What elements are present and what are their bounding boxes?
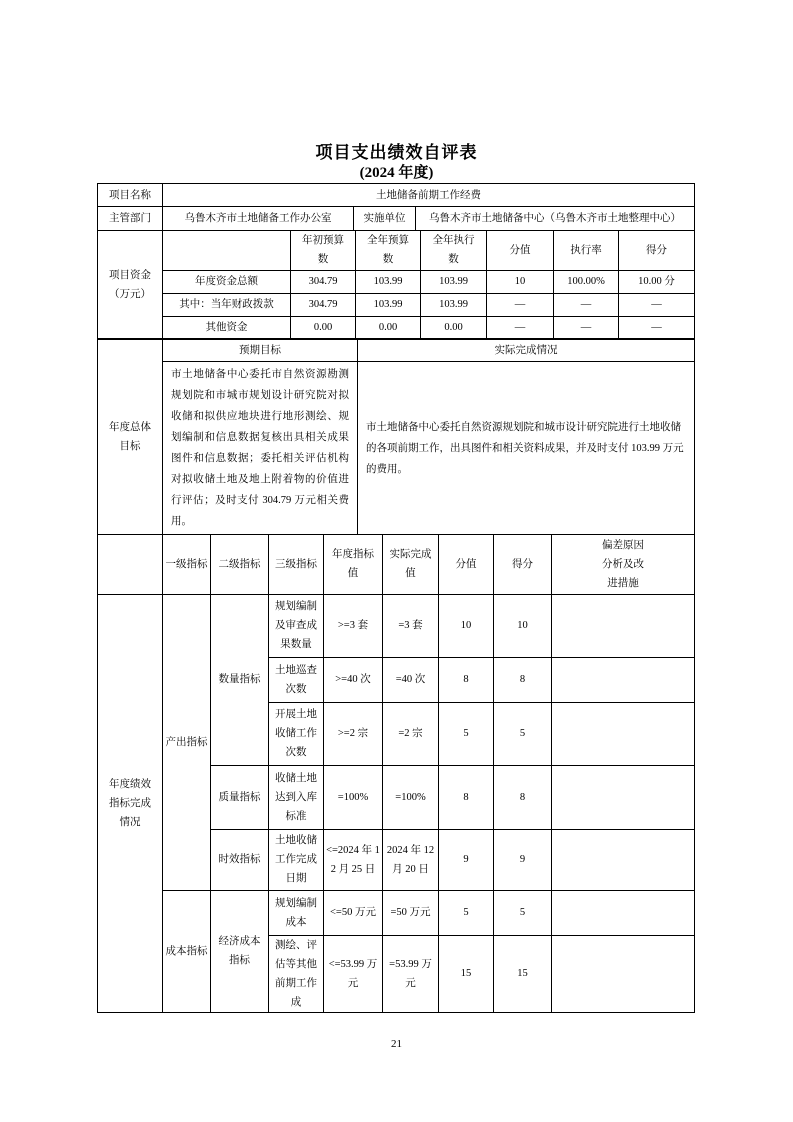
dept-label-cell: 主管部门 bbox=[98, 207, 163, 231]
level3-text: 开展土地收储工作次数 bbox=[275, 709, 317, 758]
level3-cell bbox=[269, 657, 324, 702]
funds-header-cell bbox=[421, 230, 487, 270]
target-value-cell: =100% bbox=[324, 765, 383, 829]
target-value-cell: >=3 套 bbox=[324, 594, 383, 657]
funds-label-cell bbox=[98, 230, 163, 339]
level1-cell: 产出指标 bbox=[163, 594, 211, 890]
funds-value-cell: 100.00% bbox=[554, 270, 619, 293]
funds-header-cell: 执行率 bbox=[554, 230, 619, 270]
score-got-cell: 8 bbox=[494, 657, 552, 702]
indicator-header-cell: 一级指标 bbox=[163, 534, 211, 594]
funds-value-cell: 10 bbox=[487, 270, 554, 293]
level2-cell: 质量指标 bbox=[211, 765, 269, 829]
score-got-cell: 8 bbox=[494, 765, 552, 829]
goal-label-cell bbox=[98, 339, 163, 535]
expected-header-cell: 预期目标 bbox=[163, 339, 358, 362]
level2-text: 经济成本指标 bbox=[218, 936, 261, 966]
actual-value-cell: 2024 年 12 月 20 日 bbox=[383, 829, 439, 890]
actual-header-cell: 实际完成情况 bbox=[358, 339, 695, 362]
level2-cell: 数量指标 bbox=[211, 594, 269, 765]
deviation-cell bbox=[552, 594, 695, 657]
deviation-cell bbox=[552, 890, 695, 935]
funds-value-cell: 304.79 bbox=[291, 293, 356, 316]
score-cell: 9 bbox=[439, 829, 494, 890]
score-got-cell: 10 bbox=[494, 594, 552, 657]
level3-text: 土地收储工作完成日期 bbox=[275, 835, 317, 884]
indicator-header-cell: 得分 bbox=[494, 534, 552, 594]
score-cell: 10 bbox=[439, 594, 494, 657]
level3-text: 规划编制成本 bbox=[275, 897, 317, 928]
funds-value-cell: 10.00 分 bbox=[619, 270, 695, 293]
level3-cell bbox=[269, 765, 324, 829]
level3-cell bbox=[269, 594, 324, 657]
funds-row-label-cell: 其他资金 bbox=[163, 316, 291, 339]
level3-cell bbox=[269, 890, 324, 935]
funds-value-cell: 103.99 bbox=[421, 293, 487, 316]
level3-text: 测绘、评估等其他前期工作成 bbox=[275, 939, 317, 1008]
indicator-header-cell bbox=[552, 534, 695, 594]
level1-cell: 成本指标 bbox=[163, 890, 211, 1012]
funds-label: 项目资金（万元） bbox=[109, 269, 151, 300]
actual-value-cell: =40 次 bbox=[383, 657, 439, 702]
funds-value-cell: — bbox=[619, 293, 695, 316]
funds-header-cell: 分值 bbox=[487, 230, 554, 270]
indicator-header-cell: 二级指标 bbox=[211, 534, 269, 594]
document-title: 项目支出绩效自评表 bbox=[315, 143, 478, 162]
actual-value-cell: =53.99 万元 bbox=[383, 935, 439, 1012]
funds-header-year-executed: 全年执行数 bbox=[432, 235, 475, 265]
indicators-table bbox=[97, 534, 695, 1013]
funds-value-cell: — bbox=[487, 316, 554, 339]
funds-row-label-cell: 年度资金总额 bbox=[163, 270, 291, 293]
level2-cell: 时效指标 bbox=[211, 829, 269, 890]
project-name-cell: 土地储备前期工作经费 bbox=[163, 184, 695, 207]
funds-value-cell: 103.99 bbox=[356, 293, 421, 316]
level3-cell bbox=[269, 702, 324, 765]
deviation-cell bbox=[552, 829, 695, 890]
document-subtitle: (2024 年度) bbox=[359, 165, 434, 181]
score-got-cell: 15 bbox=[494, 935, 552, 1012]
funds-header-year-budget: 全年预算数 bbox=[367, 235, 409, 265]
score-cell: 8 bbox=[439, 657, 494, 702]
impl-label-cell: 实施单位 bbox=[354, 207, 416, 231]
score-cell: 15 bbox=[439, 935, 494, 1012]
empty-cell bbox=[163, 230, 291, 270]
actual-text-cell: 市土地储备中心委托自然资源规划院和城市设计研究院进行土地收储的各项前期工作，出具图件和相关资料成果，并及时支付 103.99 万元的费用。 bbox=[358, 362, 695, 535]
level3-text: 收储土地达到入库标准 bbox=[275, 772, 317, 822]
funds-value-cell: — bbox=[554, 293, 619, 316]
funds-value-cell: — bbox=[554, 316, 619, 339]
funds-value-cell: 0.00 bbox=[356, 316, 421, 339]
indicator-header-cell bbox=[383, 534, 439, 594]
target-value-cell: >=40 次 bbox=[324, 657, 383, 702]
basic-info-table bbox=[97, 183, 695, 231]
indicator-header-deviation: 偏差原因分析及改进措施 bbox=[602, 539, 644, 589]
deviation-cell bbox=[552, 702, 695, 765]
dept-cell: 乌鲁木齐市土地储备工作办公室 bbox=[163, 207, 354, 231]
funds-header-cell bbox=[291, 230, 356, 270]
funds-header-initial-budget: 年初预算数 bbox=[302, 235, 344, 265]
funds-value-cell: 103.99 bbox=[356, 270, 421, 293]
empty-cell bbox=[98, 534, 163, 594]
funds-value-cell: 0.00 bbox=[291, 316, 356, 339]
impl-cell: 乌鲁木齐市土地储备中心（乌鲁木齐市土地整理中心） bbox=[416, 207, 695, 231]
score-got-cell: 5 bbox=[494, 702, 552, 765]
funds-header-cell: 得分 bbox=[619, 230, 695, 270]
indicators-label: 年度绩效指标完成情况 bbox=[109, 778, 151, 828]
indicators-label-cell bbox=[98, 594, 163, 1012]
score-got-cell: 5 bbox=[494, 890, 552, 935]
indicator-header-cell: 三级指标 bbox=[269, 534, 324, 594]
score-cell: 5 bbox=[439, 702, 494, 765]
project-name-label-cell: 项目名称 bbox=[98, 184, 163, 207]
funds-row-label-cell: 其中：当年财政拨款 bbox=[163, 293, 291, 316]
self-evaluation-table bbox=[97, 183, 694, 1013]
level3-text: 土地巡查次数 bbox=[275, 664, 317, 695]
indicator-header-cell bbox=[324, 534, 383, 594]
actual-value-cell: =3 套 bbox=[383, 594, 439, 657]
funds-value-cell: — bbox=[619, 316, 695, 339]
funds-table bbox=[97, 230, 695, 340]
score-cell: 5 bbox=[439, 890, 494, 935]
actual-value-cell: =50 万元 bbox=[383, 890, 439, 935]
target-value-cell: >=2 宗 bbox=[324, 702, 383, 765]
score-got-cell: 9 bbox=[494, 829, 552, 890]
actual-value-cell: =2 宗 bbox=[383, 702, 439, 765]
actual-value-cell: =100% bbox=[383, 765, 439, 829]
indicator-header-target: 年度指标值 bbox=[332, 549, 374, 579]
indicator-header-cell: 分值 bbox=[439, 534, 494, 594]
level3-cell bbox=[269, 829, 324, 890]
target-value-cell: <=53.99 万元 bbox=[324, 935, 383, 1012]
funds-header-cell bbox=[356, 230, 421, 270]
funds-value-cell: 0.00 bbox=[421, 316, 487, 339]
funds-value-cell: 103.99 bbox=[421, 270, 487, 293]
goal-label: 年度总体目标 bbox=[109, 421, 151, 452]
deviation-cell bbox=[552, 935, 695, 1012]
page-number: 21 bbox=[391, 1038, 402, 1050]
funds-value-cell: 304.79 bbox=[291, 270, 356, 293]
indicator-header-actual: 实际完成值 bbox=[389, 549, 432, 579]
level3-cell bbox=[269, 935, 324, 1012]
level3-text: 规划编制及审查成果数量 bbox=[275, 601, 317, 650]
level2-cell bbox=[211, 890, 269, 1012]
target-value-cell: <=2024 年 12 月 25 日 bbox=[324, 829, 383, 890]
target-value-cell: <=50 万元 bbox=[324, 890, 383, 935]
funds-value-cell: — bbox=[487, 293, 554, 316]
goal-table bbox=[97, 338, 695, 535]
deviation-cell bbox=[552, 657, 695, 702]
deviation-cell bbox=[552, 765, 695, 829]
score-cell: 8 bbox=[439, 765, 494, 829]
expected-text-cell: 市土地储备中心委托市自然资源勘测规划院和市城市规划设计研究院对拟收储和拟供应地块进行地形测绘、规划编制和信息数据复核出具相关成果图件和信息数据；委托相关评估机构对拟收储土地及地上附着物的价值进行评估；及时支付 304.79 万元相关费用。 bbox=[163, 362, 358, 535]
